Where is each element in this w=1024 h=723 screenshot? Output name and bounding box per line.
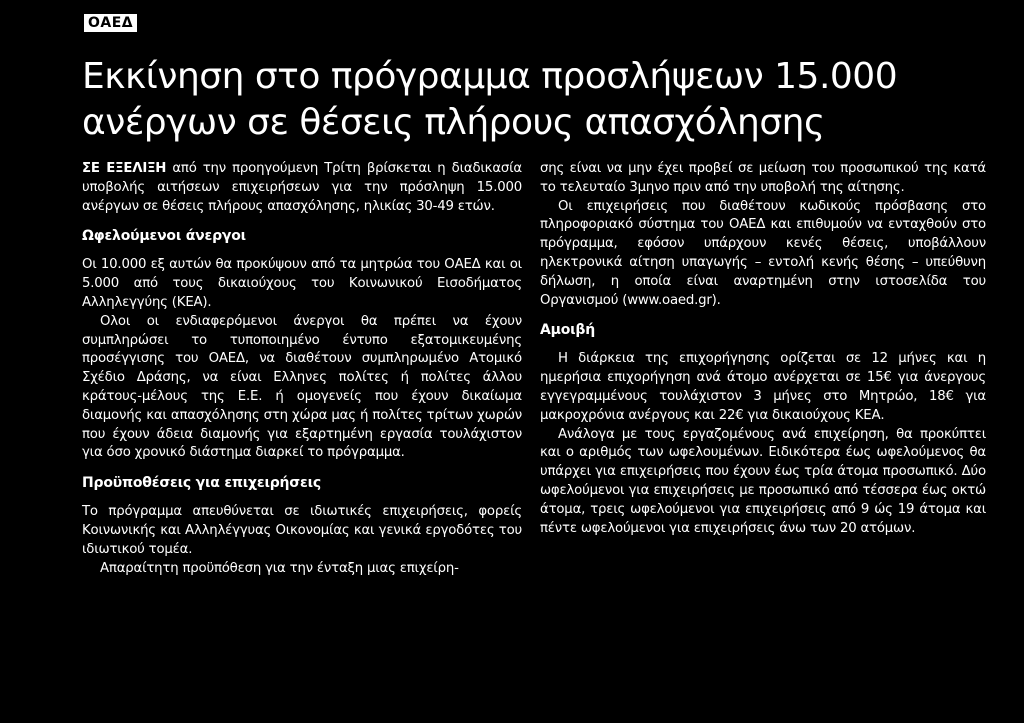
paragraph: Η διάρκεια της επιχορήγησης ορίζεται σε 12 μήνες και η ημερήσια επιχορήγηση ανά άτομο ανέρχεται σε 15€ για άνεργους εγγεγραμμένους τουλάχιστον 3 μήνες στο Μητρώο, 18€ για μακροχρόνια ανέργους και 22€ για δικαιούχους ΚΕΑ. bbox=[540, 351, 986, 423]
article-headline: Εκκίνηση στο πρόγραμμα προσλήψεων 15.000 ανέργων σε θέσεις πλήρους απασχόλησης bbox=[82, 56, 898, 143]
intro-paragraph bbox=[82, 160, 522, 216]
paragraph: σης είναι να μην έχει προβεί σε μείωση του προσωπικού της κατά το τελευταίο 3μηνο πριν από την υποβολή της αίτησης. bbox=[540, 161, 986, 195]
left-column bbox=[82, 160, 522, 578]
paragraph: Ανάλογα με τους εργαζομένους ανά επιχείρηση, θα προκύπτει και ο αριθμός των ωφελουμένων. Ειδικότερα έως ωφελούμενος θα υπάρχει για επιχειρήσεις που έχουν έως τρία άτομα προσωπικό. Δύο ωφελούμενοι για επιχειρήσεις με προσωπικό από τέσσερα έως οκτώ άτομα, τρεις ωφελούμενοι για επιχειρήσεις από 9 ώς 19 άτομα και πέντε ωφελούμενοι για επιχειρήσεις άνω των 20 ατόμων. bbox=[540, 426, 986, 536]
paragraph: Οι επιχειρήσεις που διαθέτουν κωδικούς πρόσβασης στο πληροφοριακό σύστημα του ΟΑΕΔ και επιθυμούν να ενταχθούν στο πρόγραμμα, εφόσον υπάρχουν κενές θέσεις, υποβάλλουν ηλεκτρονικά αίτηση υπαγωγής – εντολή κενής θέσης – υπεύθυνη δήλωση, η οποία είναι αναρτημένη στην ιστοσελίδα του Οργανισμού (www.oaed.gr). bbox=[540, 198, 986, 308]
paragraph: Οι 10.000 εξ αυτών θα προκύψουν από τα μητρώα του ΟΑΕΔ και οι 5.000 από τους δικαιούχους του Κοινωνικού Εισοδήματος Αλληλεγγύης (ΚΕΑ). bbox=[82, 257, 522, 310]
section-tag: ΟΑΕΔ bbox=[84, 14, 137, 32]
paragraph: Ολοι οι ενδιαφερόμενοι άνεργοι θα πρέπει να έχουν συμπληρώσει το τυποποιημένο έντυπο εξατομικευμένης προσέγγισης του ΟΑΕΔ, να διαθέτουν συμπληρωμένο Ατομικό Σχέδιο Δράσης, να είναι Ελληνες πολίτες ή πολίτες άλλου κράτους-μέλους της Ε.Ε. ή ομογενείς που έχουν δικαίωμα διαμονής και απασχόλησης στη χώρα μας ή πολίτες τρίτων χωρών που έχουν άδεια διαμονής για εξαρτημένη εργασία τουλάχιστον για όσο χρονικό διάστημα διαρκεί το πρόγραμμα. bbox=[82, 313, 522, 461]
heading-beneficiaries: Ωφελούμενοι άνεργοι bbox=[82, 228, 246, 245]
paragraph: Απαραίτητη προϋπόθεση για την ένταξη μιας επιχείρη- bbox=[100, 560, 459, 576]
lead-text: ΣΕ ΕΞΕΛΙΞΗ bbox=[82, 161, 167, 176]
paragraph: Το πρόγραμμα απευθύνεται σε ιδιωτικές επιχειρήσεις, φορείς Κοινωνικής και Αλληλέγγυας Οικονομίας και γενικά εργοδότες του ιδιωτικού τομέα. bbox=[82, 504, 522, 557]
heading-business-requirements: Προϋποθέσεις για επιχειρήσεις bbox=[82, 475, 321, 492]
right-column bbox=[540, 160, 986, 538]
intro-text: από την προηγούμενη Τρίτη βρίσκεται η διαδικασία υποβολής αιτήσεων επιχειρήσεων για την πρόσληψη 15.000 ανέργων σε θέσεις πλήρους απασχόλησης, ηλικίας 30-49 ετών. bbox=[82, 161, 522, 214]
heading-remuneration: Αμοιβή bbox=[540, 322, 595, 339]
